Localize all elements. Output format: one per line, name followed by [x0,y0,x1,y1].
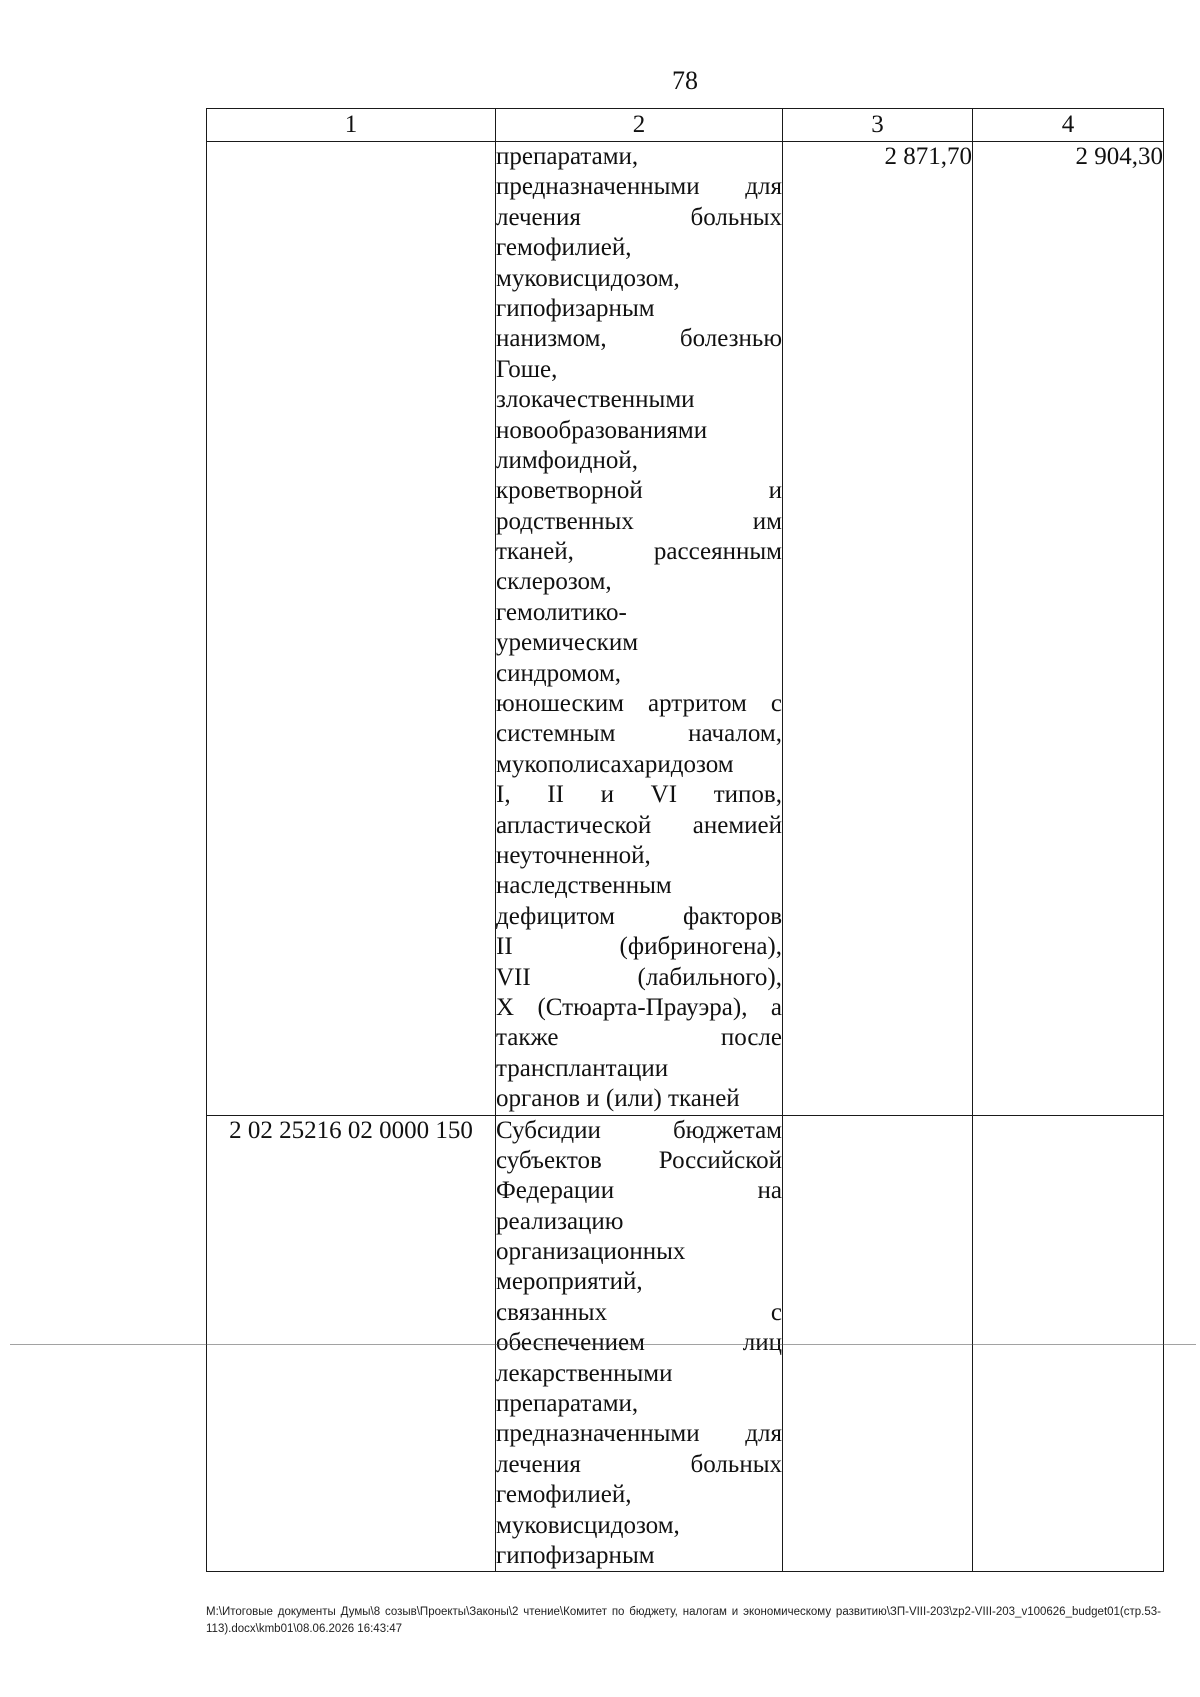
column-header-4: 4 [973,109,1164,142]
description-line: предназначенными для [496,1420,782,1448]
description-line: муковисцидозом, [496,264,680,292]
description-line: наследственным [496,872,672,900]
description-line: препаратами, [496,143,639,170]
description-line: реализацию [496,1207,624,1235]
description-line: лекарственными [496,1359,673,1387]
document-footer-path: M:\Итоговые документы Думы\8 созыв\Проекты\Законы\2 чтение\Комитет по бюджету, налогам и экономическому развитию\ЗП-VIII-203\zp2-VIII-203_v100626_budget01(стр.53-113).docx\kmb01\08.06.2026 16:43:47 [206,1606,1161,1635]
amount-cell-col4: 2 904,30 [973,142,1164,1116]
column-header-2: 2 [496,109,783,142]
description-line: трансплантации [496,1054,669,1082]
description-line: гипофизарным [496,294,655,322]
description-line: гемофилией, [496,1481,632,1509]
description-line: гипофизарным [496,1541,655,1569]
description-line: связанных с [496,1298,782,1326]
description-line: предназначенными для [496,173,782,201]
description-line: II (фибриногена), [496,933,782,961]
description-line: органов и (или) тканей [496,1085,740,1113]
description-line: Гоше, [496,355,558,383]
description-line: X (Стюарта-Прауэра), а [496,993,782,1021]
description-line: Федерации на [496,1177,782,1205]
description-line: родственных им [496,507,782,535]
table-row [207,142,1164,1116]
description-line: также после [496,1024,782,1052]
description-line: мероприятий, [496,1268,643,1296]
description-line: мукополисахаридозом [496,750,734,778]
column-header-3: 3 [783,109,973,142]
description-line: лимфоидной, [496,446,638,474]
description-line: юношеским артритом с [496,690,782,718]
description-line: организационных [496,1238,686,1266]
budget-code-cell: 2 02 25216 02 0000 150 [207,1115,496,1572]
description-line: I, II и VI типов, [496,781,782,809]
description-line: муковисцидозом, [496,1511,680,1539]
budget-code-cell [207,142,496,1116]
description-line: неуточненной, [496,841,651,869]
description-line: апластической анемией [496,811,782,839]
description-line: субъектов Российской [496,1146,782,1174]
description-line: лечения больных [496,203,782,231]
page-number: 78 [672,66,698,95]
description-line: препаратами, [496,1390,639,1418]
scan-fold-line [10,1344,1196,1345]
description-line: обеспечением лиц [496,1329,782,1357]
description-line: системным началом, [496,720,782,748]
description-line: уремическим [496,629,639,657]
description-line: Субсидии бюджетам [496,1116,782,1144]
table-header-row [207,109,1164,142]
description-line: VII (лабильного), [496,963,782,991]
description-line: кроветворной и [496,477,782,505]
description-cell [496,142,783,1116]
description-line: гемолитико- [496,598,627,626]
description-line: лечения больных [496,1450,782,1478]
amount-cell-col3: 2 871,70 [783,142,973,1116]
description-line: синдромом, [496,659,622,687]
description-line: злокачественными [496,386,695,414]
description-line: нанизмом, болезнью [496,325,782,353]
description-line: дефицитом факторов [496,902,782,930]
description-line: новообразованиями [496,416,708,444]
description-line: склерозом, [496,568,612,596]
description-line: гемофилией, [496,234,632,262]
budget-table [206,108,1164,1572]
column-header-1: 1 [207,109,496,142]
description-line: тканей, рассеянным [496,538,782,566]
